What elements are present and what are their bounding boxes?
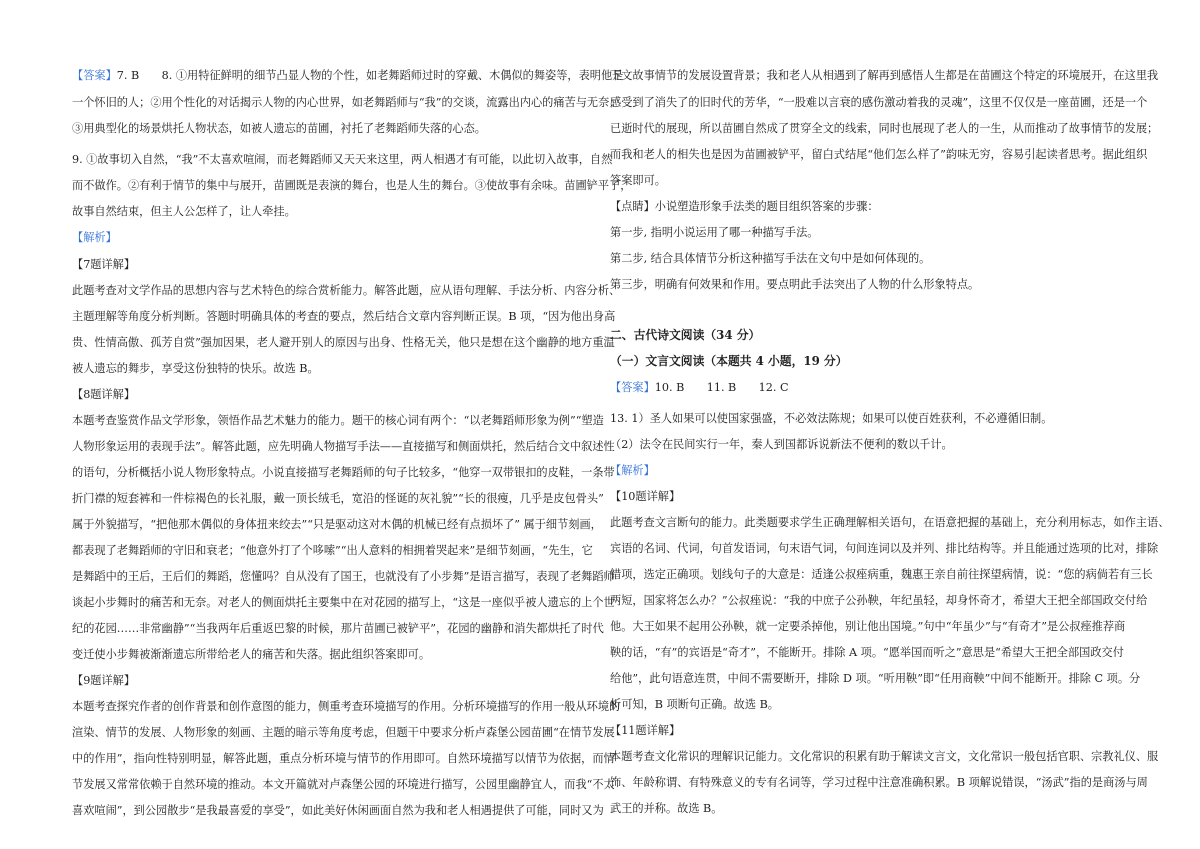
answer-tag: 【答案】 bbox=[72, 69, 117, 82]
text-line bbox=[610, 175, 666, 186]
text-line bbox=[72, 597, 615, 608]
text-line bbox=[610, 621, 1125, 632]
line-text: 【8题详解】 bbox=[72, 388, 136, 401]
line-text: 10. B 11. B 12. C bbox=[654, 381, 789, 394]
line-text: 中的作用”，指向性特别明显，解答此题，重点分析环境与情节的作用即可。自然环境描写以情节为依据，而情 bbox=[72, 752, 615, 765]
line-text: 第一步, 指明小说运用了哪一种描写手法。 bbox=[610, 226, 819, 239]
text-line bbox=[610, 149, 1147, 160]
text-line bbox=[610, 279, 979, 290]
line-text: 故事自然结束，但主人公怎样了，让人牵挂。 bbox=[72, 205, 296, 218]
text-line bbox=[72, 180, 631, 191]
line-text: 折门襟的短套裤和一件棕褐色的长礼服，戴一顶长绒毛，宽沿的怪诞的灰礼貌”“长的很瘦，几乎是皮包骨头” bbox=[72, 492, 604, 505]
text-line bbox=[610, 647, 1124, 658]
line-text: （一）文言文阅读（本题共 4 小题，19 分） bbox=[610, 354, 848, 368]
line-text: 宾语的名词、代词，句首发语词，句末语气词，句间连词以及并列、排比结构等。并且能通过选项的比对，排除 bbox=[610, 542, 1159, 555]
line-text: 9. ①故事切入自然，“我”不太喜欢喧闹，而老舞蹈师又天天来这里，两人相遇才有可能，以此切入故事，自然 bbox=[72, 153, 613, 166]
text-line bbox=[72, 545, 593, 556]
line-text: 本题考查鉴赏作品文学形象，领悟作品艺术魅力的能力。题干的核心词有两个：“以老舞蹈师形象为例”“塑造 bbox=[72, 414, 604, 427]
line-text: 节发展又常常依赖于自然环境的推动。本文开篇就对卢森堡公园的环境进行描写，公园里幽静宜人，而我“不太 bbox=[72, 778, 615, 791]
line-text: 感受到了消失了的旧时代的芳华，“一股难以言衰的感伤激动着我的灵魂”，这里不仅仅是一座苗圃，还是一个 bbox=[610, 96, 1148, 109]
text-line bbox=[610, 725, 680, 736]
line-text: 已逝时代的展现，所以苗圃自然成了贯穿全文的线索，同时也展现了老人的一生，从而推动了故事情节的发展； bbox=[610, 122, 1159, 135]
text-line bbox=[72, 467, 615, 478]
line-text: 被人遗忘的舞步，享受这份独特的快乐。故选 B。 bbox=[72, 362, 319, 375]
line-text: 是舞蹈中的王后，王后们的舞蹈，您懂吗？自从没有了国王，也就没有了小步舞”是语言描写，表现了老舞蹈师 bbox=[72, 570, 615, 583]
line-text: 变迁使小步舞被渐渐遗忘所带给老人的痛苦和失落。据此组织答案即可。 bbox=[72, 648, 431, 661]
answer-tag: 【解析】 bbox=[72, 231, 117, 244]
text-line bbox=[72, 649, 430, 660]
line-text: 鞅的话，“有”的宾语是“奇才”，不能断开。排除 A 项。“愿举国而听之”意思是“希望大王把全部国政交付 bbox=[610, 646, 1124, 659]
line-text: 喜欢喧闹”，到公园散步“是我最喜爱的享受”，如此美好休闲画面自然为我和老人相遇提供了可能，同时又为 bbox=[72, 804, 604, 817]
text-line bbox=[72, 701, 620, 712]
text-line bbox=[72, 337, 615, 348]
text-line bbox=[72, 493, 604, 504]
text-line bbox=[610, 70, 1158, 81]
text-line bbox=[610, 751, 1158, 762]
text-line bbox=[610, 465, 655, 476]
text-line bbox=[72, 519, 602, 530]
line-text: 两短，国家将怎么办？”公叔痤说：“我的中庶子公孙鞅，年纪虽轻，却身怀奇才，希望大王把全部国政交付给 bbox=[610, 594, 1148, 607]
line-text: 主题理解等角度分析判断。答题时明确具体的考查的要点，然后结合文章内容判断正误。B 项，“因为他出身高 bbox=[72, 310, 616, 323]
line-text: 【9题详解】 bbox=[72, 674, 136, 687]
line-text: 饰、年龄称谓、有特殊意义的专有名词等，学习过程中注意准确积累。B 项解说错误，“汤武”指的是商汤与周 bbox=[610, 776, 1148, 789]
text-line bbox=[610, 123, 1158, 134]
line-text: 错项，选定正确项。划线句子的大意是：适逢公叔痤病重，魏惠王亲自前往探望病情，说：“您的病倘若有三长 bbox=[610, 568, 1153, 581]
text-line bbox=[72, 259, 135, 270]
line-text: 【10题详解】 bbox=[610, 490, 681, 503]
text-line bbox=[610, 803, 722, 814]
line-text: 给他”，此句语意连贯，中间不需要断开，排除 D 项。“听用鞅”即“任用商鞅”中间不能断开。排除 C 项。分 bbox=[610, 672, 1141, 685]
line-text: 的语句，分析概括小说人物形象特点。小说直接描写老舞蹈师的句子比较多，“他穿一双带银扣的皮鞋，一条带 bbox=[72, 466, 615, 479]
line-text: 二、古代诗文阅读（34 分） bbox=[610, 328, 761, 342]
line-text: 13. 1）圣人如果可以使国家强盛，不必效法陈规；如果可以使百姓获利，不必遵循旧制。 bbox=[610, 412, 1053, 425]
text-line bbox=[72, 571, 615, 582]
text-line bbox=[72, 441, 615, 452]
text-line bbox=[72, 727, 615, 738]
text-line bbox=[72, 753, 615, 764]
line-text: 下文故事情节的发展设置背景；我和老人从相遇到了解再到感悟人生都是在苗圃这个特定的环境展开，在这里我 bbox=[610, 69, 1159, 82]
text-line bbox=[72, 123, 486, 134]
text-line bbox=[72, 675, 135, 686]
line-text: 析可知，B 项断句正确。故选 B。 bbox=[610, 698, 779, 711]
line-text: 而不做作。②有利于情节的集中与展开，苗圃既是表演的舞台，也是人生的舞台。③使故事有余味。苗圃铲平了， bbox=[72, 179, 632, 192]
line-text: 【7题详解】 bbox=[72, 258, 136, 271]
line-text: 一个怀旧的人；②用个性化的对话揭示人物的内心世界，如老舞蹈师与“我”的交谈，流露出内心的痛苦与无奈； bbox=[72, 96, 621, 109]
text-line bbox=[72, 389, 135, 400]
line-text: 此题考查文言断句的能力。此类题要求学生正确理解相关语句，在语意把握的基础上，充分利用标志，如作主语、 bbox=[610, 516, 1170, 529]
text-line bbox=[610, 253, 930, 264]
text-line bbox=[610, 699, 779, 710]
text-line bbox=[72, 70, 623, 81]
text-line bbox=[610, 491, 680, 502]
text-line bbox=[610, 673, 1140, 684]
section-heading bbox=[610, 356, 848, 368]
line-text: 【点睛】小说塑造形象手法类的题目组织答案的步骤： bbox=[610, 200, 879, 213]
line-text: 纪的花园……非常幽静”“当我两年后重返巴黎的时候，那片苗圃已被铲平”，花园的幽静和消失都烘托了时代 bbox=[72, 622, 604, 635]
text-line bbox=[72, 415, 604, 426]
text-line bbox=[72, 779, 615, 790]
text-line bbox=[72, 805, 604, 816]
line-text: 谈起小步舞时的痛苦和无奈。对老人的侧面烘托主要集中在对花园的描写上，“这是一座似乎被人遗忘的上个世 bbox=[72, 596, 615, 609]
line-text: 而我和老人的相失也是因为苗圃被铲平，留白式结尾“他们怎么样了”韵味无穷，容易引起读者思考。据此组织 bbox=[610, 148, 1148, 161]
section-heading bbox=[610, 330, 760, 342]
answer-tag: 【解析】 bbox=[610, 464, 655, 477]
line-text: 贵、性情高傲、孤芳自赏”强加因果，老人避开别人的原因与出身、性格无关，他只是想在这个幽静的地方重温 bbox=[72, 336, 615, 349]
text-line bbox=[610, 97, 1147, 108]
line-text: 【11题详解】 bbox=[610, 724, 681, 737]
line-text: 武王的并称。故选 B。 bbox=[610, 802, 723, 815]
line-text: 渲染、情节的发展、人物形象的刻画、主题的暗示等角度考虑，但题干中要求分析卢森堡公园苗圃“在情节发展 bbox=[72, 726, 615, 739]
text-line bbox=[610, 569, 1153, 580]
text-line bbox=[610, 595, 1147, 606]
line-text: 7. B 8. ①用特征鲜明的细节凸显人物的个性，如老舞蹈师过时的穿戴、木偶似的舞姿等，表明他是 bbox=[116, 69, 624, 82]
text-line bbox=[72, 285, 620, 296]
line-text: （2）法令在民间实行一年，秦人到国都诉说新法不便利的数以千计。 bbox=[610, 438, 953, 451]
line-text: 都表现了老舞蹈师的守旧和衰老；“他意外打了个哆嗦”“出人意料的相拥着哭起来”是细节刻画，“先生，它 bbox=[72, 544, 593, 557]
line-text: 属于外貌描写，“把他那木偶似的身体扭来绞去”“只是驱动这对木偶的机械已经有点损坏了” 属于细节刻画， bbox=[72, 518, 602, 531]
text-line bbox=[610, 517, 1169, 528]
line-text: ③用典型化的场景烘托人物状态，如被人遗忘的苗圃，衬托了老舞蹈师失落的心态。 bbox=[72, 122, 486, 135]
text-line bbox=[72, 363, 319, 374]
text-line bbox=[72, 623, 604, 634]
text-line bbox=[72, 206, 296, 217]
answer-tag: 【答案】 bbox=[610, 381, 655, 394]
line-text: 此题考查对文学作品的思想内容与艺术特色的综合赏析能力。解答此题，应从语句理解、手法分析、内容分析、 bbox=[72, 284, 621, 297]
line-text: 他。大王如果不起用公孙鞅，就一定要杀掉他，别让他出国境。”句中“年虽少”与“有奇才”是公叔痤推荐商 bbox=[610, 620, 1126, 633]
line-text: 第三步，明确有何效果和作用。要点明此手法突出了人物的什么形象特点。 bbox=[610, 278, 980, 291]
text-line bbox=[72, 154, 612, 165]
text-line bbox=[72, 97, 620, 108]
text-line bbox=[610, 439, 953, 450]
text-line bbox=[610, 413, 1052, 424]
text-line bbox=[610, 201, 879, 212]
line-text: 第二步, 结合具体情节分析这种描写手法在文句中是如何体现的。 bbox=[610, 252, 931, 265]
text-line bbox=[610, 777, 1148, 788]
line-text: 人物形象运用的表现手法”。解答此题，应先明确人物描写手法——直接描写和侧面烘托，然后结合文中叙述性 bbox=[72, 440, 615, 453]
text-line bbox=[72, 311, 615, 322]
text-line bbox=[72, 232, 117, 243]
text-line bbox=[610, 382, 789, 393]
line-text: 本题考查文化常识的理解识记能力。文化常识的积累有助于解读文言文，文化常识一般包括官职、宗教礼仪、服 bbox=[610, 750, 1159, 763]
line-text: 答案即可。 bbox=[610, 174, 666, 187]
text-line bbox=[610, 543, 1158, 554]
text-line bbox=[610, 227, 819, 238]
line-text: 本题考查探究作者的创作背景和创作意图的能力，侧重考查环境描写的作用。分析环境描写的作用一般从环境的 bbox=[72, 700, 621, 713]
